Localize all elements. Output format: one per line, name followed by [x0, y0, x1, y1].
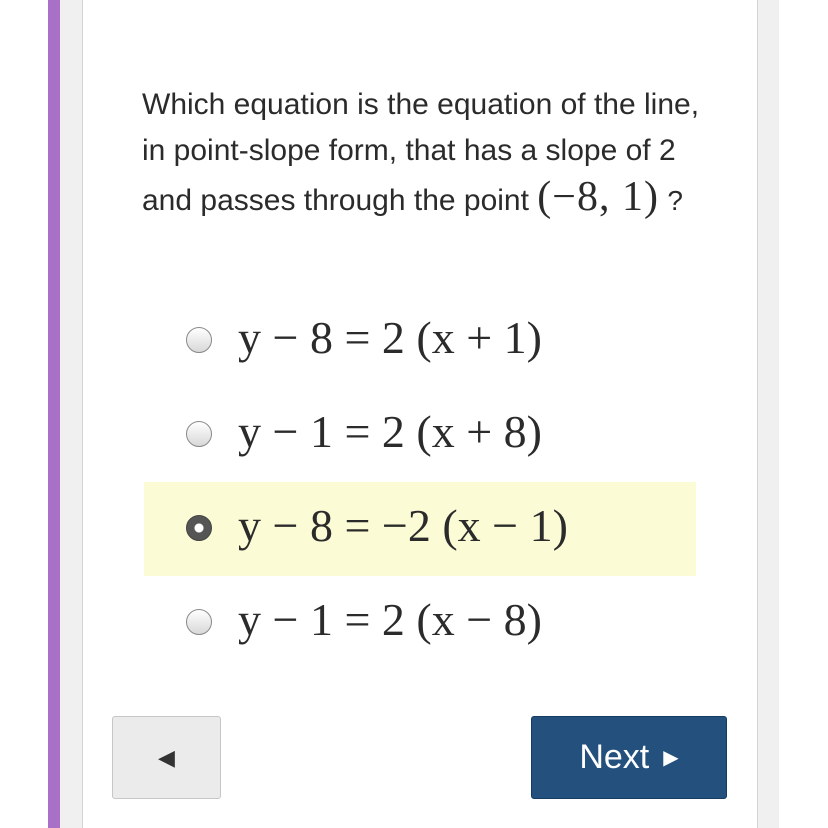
answer-choice-2[interactable]: [144, 388, 696, 482]
radio-button-4[interactable]: [186, 609, 212, 635]
back-arrow-icon: ◀: [158, 744, 175, 770]
next-button-label: Next: [579, 738, 650, 776]
answer-choice-3[interactable]: [144, 482, 696, 576]
question-prompt: Which equation is the equation of the line, in point-slope form, that has a slope of 2 and passes through the point: [142, 88, 700, 217]
next-arrow-icon: ▶: [663, 747, 679, 769]
page-margin-right: [779, 0, 828, 828]
page-margin-left: [0, 0, 48, 828]
answer-choice-1-label: y − 8 = 2 (x + 1): [238, 312, 542, 363]
answer-choice-1[interactable]: [144, 294, 696, 388]
left-gutter: [60, 0, 83, 828]
radio-button-2[interactable]: [186, 421, 212, 447]
question-text: [142, 82, 717, 224]
radio-button-3-selected[interactable]: [186, 515, 212, 541]
accent-bar: [48, 0, 60, 828]
question-mark: ?: [667, 185, 683, 216]
question-point: (−8, 1): [537, 174, 659, 220]
answer-choice-3-label: y − 8 = −2 (x − 1): [238, 500, 568, 551]
back-button[interactable]: [112, 716, 221, 799]
answer-choice-4[interactable]: [144, 576, 696, 670]
answer-choice-2-label: y − 1 = 2 (x + 8): [238, 406, 542, 457]
answer-choice-4-label: y − 1 = 2 (x − 8): [238, 594, 542, 645]
next-button[interactable]: [531, 716, 727, 799]
right-gutter: [757, 0, 780, 828]
radio-button-1[interactable]: [186, 327, 212, 353]
